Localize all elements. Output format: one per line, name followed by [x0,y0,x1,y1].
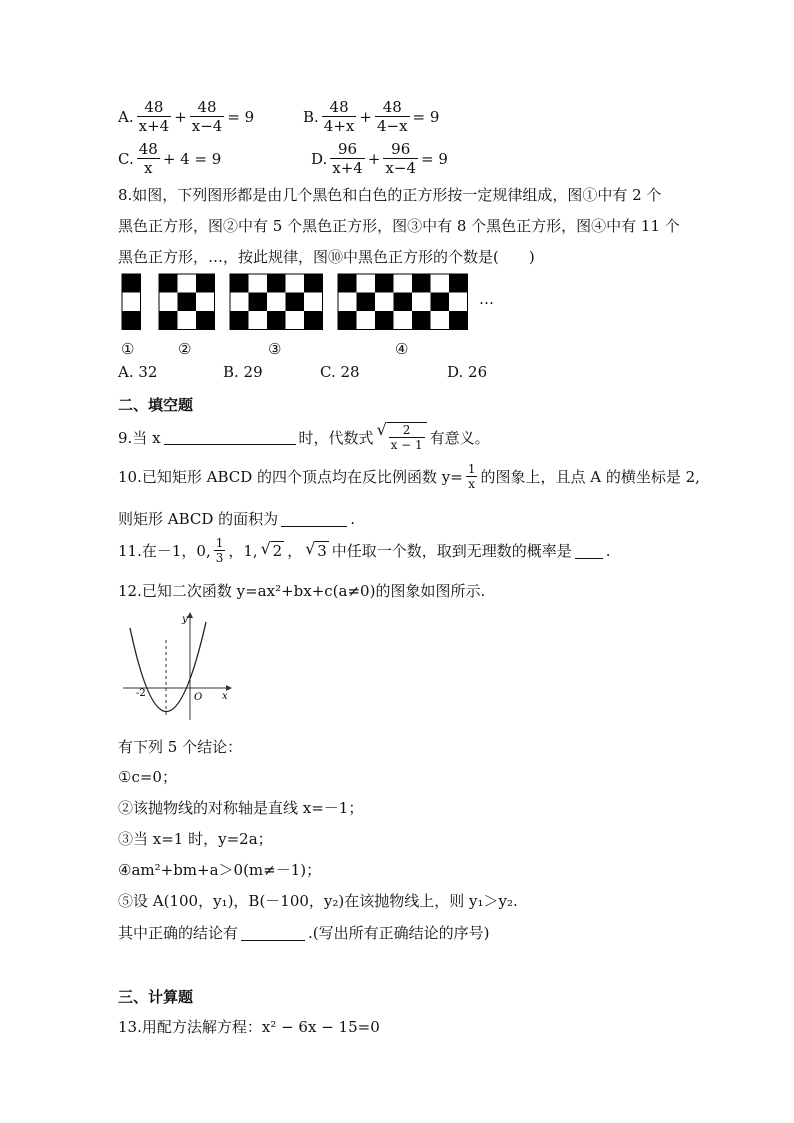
white-square [286,311,305,330]
q8-label-2: ② [178,340,192,358]
black-square [267,311,286,330]
pattern-figure-2 [159,274,215,330]
white-square [357,274,376,293]
answer-blank [241,925,305,941]
black-square [196,274,215,293]
black-square [449,274,468,293]
q7-option-c: C. $\frac{48}{x}$ + 4 = 9 [118,140,222,177]
fraction: $\frac{48}{x-4}$ [191,98,223,135]
black-square [286,293,305,312]
q8-label-1: ① [121,340,135,358]
pattern-figure-3 [230,274,323,330]
q12-intro: 有下列 5 个结论： [118,738,243,756]
black-square [122,274,141,293]
fraction: $\frac{2}{x - 1}$ [390,423,423,452]
origin-label: O [194,692,203,703]
x-axis-label: x [222,691,228,702]
white-square [431,274,450,293]
black-square [375,311,394,330]
fraction: $\frac{1}{3}$ [215,536,224,565]
fraction: $\frac{96}{x+4}$ [332,140,363,177]
q8-line-1: 8.如图，下列图形都是由几个黑色和白色的正方形按一定规律组成，图①中有 2 个 [118,186,662,204]
section-heading-fill-in: 二、填空题 [118,396,194,414]
radical: √ 2 [260,539,283,560]
white-square [122,293,141,312]
y-axis-label: y [182,614,188,625]
white-square [304,293,323,312]
q8-line-3: 黑色正方形，…，按此规律，图⑩中黑色正方形的个数是( ) [118,248,535,266]
q8-option-d: D. 26 [447,363,488,381]
radical-sign-icon: √ [305,539,316,558]
black-square [431,293,450,312]
black-square [304,274,323,293]
q10-line-1: 10.已知矩形 ABCD 的四个顶点均在反比例函数 y= $\frac{1}{x}$ 的图象上，且点 A 的横坐标是 2, [118,462,700,491]
q12-stem: 12.已知二次函数 y=ax²+bx+c(a≠0)的图象如图所示. [118,582,486,600]
white-square [394,274,413,293]
black-square [159,311,178,330]
y-axis-arrow-icon [187,612,193,618]
black-square [338,274,357,293]
white-square [249,274,268,293]
answer-blank [575,543,603,559]
white-square [431,311,450,330]
q8-option-b: B. 29 [223,363,263,381]
q9: 9.当 x 时，代数式 √ $\frac{2}{x - 1}$ 有意义。 [118,420,490,452]
white-square [178,274,197,293]
white-square [230,293,249,312]
white-square [196,293,215,312]
q8-ellipsis: … [479,290,494,308]
section-heading-calculation: 三、计算题 [118,988,194,1006]
q7-option-b: B. $\frac{48}{4+x}$ + $\frac{48}{4-x}$ = 9 [303,98,440,135]
white-square [412,293,431,312]
q12-answer-line: 其中正确的结论有 .(写出所有正确结论的序号) [118,924,490,942]
q7-option-a: A. $\frac{48}{x+4}$ + $\frac{48}{x-4}$ = 9 [118,98,255,135]
fraction: $\frac{48}{4+x}$ [323,98,355,135]
black-square [122,311,141,330]
black-square [304,311,323,330]
q8-label-3: ③ [268,340,282,358]
fraction: $\frac{48}{x+4}$ [138,98,170,135]
neg2-label: -2 [136,688,146,699]
white-square [267,293,286,312]
q11: 11.在－1，0, $\frac{1}{3}$ ，1, √ 2 ， √ 3 中任取一个数，取到无理数的概率是 . [118,536,611,565]
white-square [159,293,178,312]
radical-sign-icon: √ [260,539,271,558]
white-square [375,293,394,312]
q8-line-2: 黑色正方形，图②中有 5 个黑色正方形，图③中有 8 个黑色正方形，图④中有 11 个 [118,217,680,235]
radical-sign-icon: √ [376,420,387,439]
answer-blank [164,429,296,445]
q12-conclusion-2: ②该抛物线的对称轴是直线 x=－1； [118,799,364,817]
q12-conclusion-3: ③当 x=1 时，y=2a； [118,830,273,848]
q10-line-2: 则矩形 ABCD 的面积为 . [118,509,355,528]
black-square [338,311,357,330]
white-square [338,293,357,312]
black-square [375,274,394,293]
black-square [394,293,413,312]
black-square [267,274,286,293]
pattern-figure-4 [338,274,468,330]
q8-label-4: ④ [395,340,409,358]
black-square [449,311,468,330]
q8-option-a: A. 32 [118,363,158,381]
black-square [412,311,431,330]
q12-conclusion-1: ①c=0； [118,768,177,786]
radical: √ 3 [305,539,327,560]
black-square [249,293,268,312]
fraction: $\frac{1}{x}$ [467,462,476,491]
black-square [178,293,197,312]
black-square [230,274,249,293]
fraction: $\frac{48}{x}$ [138,140,158,177]
fraction: $\frac{96}{x-4}$ [385,140,416,177]
white-square [449,293,468,312]
black-square [159,274,178,293]
q12-conclusion-4: ④am²+bm+a＞0(m≠－1)； [118,861,322,879]
black-square [412,274,431,293]
q12-conclusion-5: ⑤设 A(100，y₁)，B(－100，y₂)在该抛物线上，则 y₁＞y₂. [118,892,518,910]
white-square [249,311,268,330]
fraction: $\frac{48}{4-x}$ [376,98,408,135]
white-square [286,274,305,293]
q8-option-c: C. 28 [320,363,360,381]
radical [377,422,427,452]
answer-blank [281,511,347,527]
pattern-figure-1 [122,274,141,330]
q13-stem: 13.用配方法解方程：x² − 6x − 15=0 [118,1018,380,1036]
black-square [357,293,376,312]
q8-pattern-figures [118,270,498,334]
black-square [196,311,215,330]
q7-option-d: D. $\frac{96}{x+4}$ + $\frac{96}{x-4}$ = 9 [311,140,448,177]
white-square [394,311,413,330]
black-square [230,311,249,330]
white-square [357,311,376,330]
white-square [178,311,197,330]
q12-parabola-graph [118,608,238,723]
